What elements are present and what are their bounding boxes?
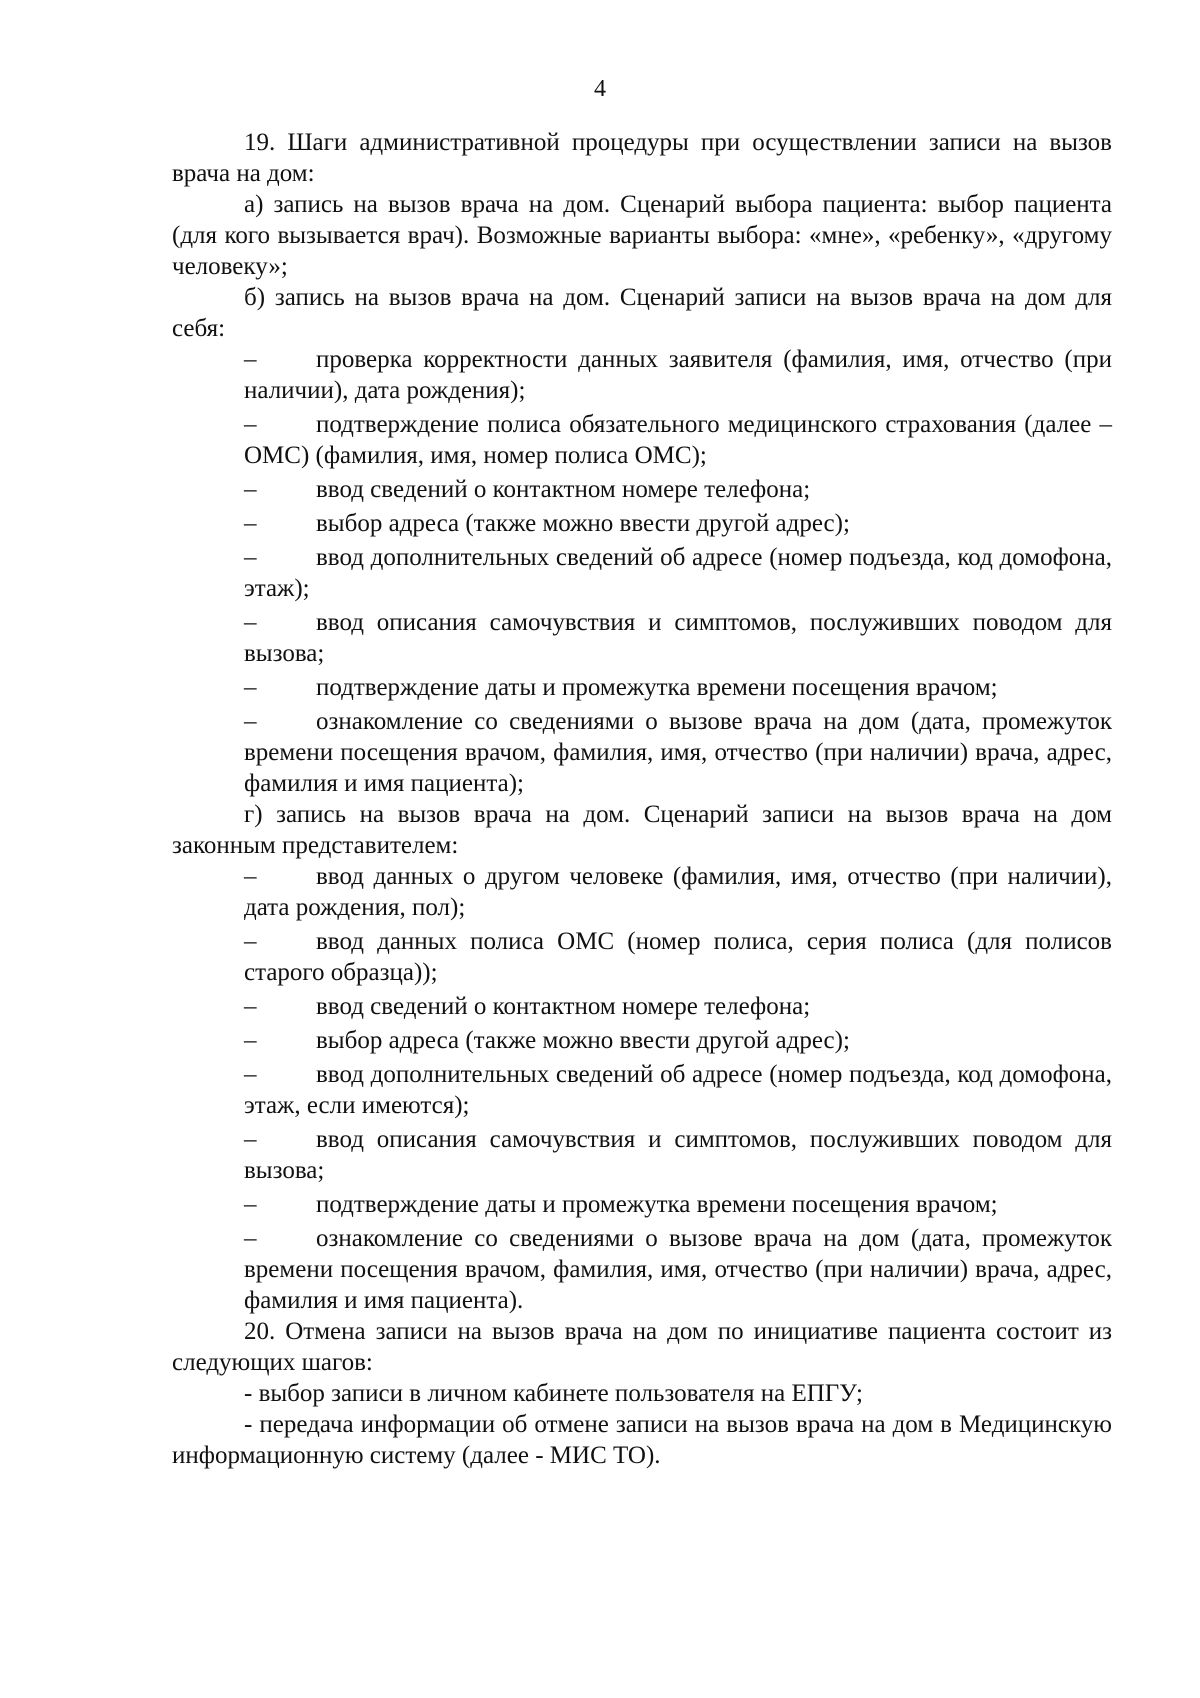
list-item-text: ознакомление со сведениями о вызове врача на дом (дата, промежуток времени посещения врачом, фамилия, имя, отчество (при наличии) врача, адрес, фамилия и имя пациента); [244,708,1112,797]
list-item-text: ввод дополнительных сведений об адресе (номер подъезда, код домофона, этаж); [244,544,1112,602]
item-b-steps-list [172,344,1112,799]
section-20-step: - передача информации об отмене записи на вызов врача на дом в Медицинскую информационную систему (далее - МИС ТО). [172,1411,1112,1469]
dash-marker: – [244,544,257,571]
list-item-text: выбор адреса (также можно ввести другой адрес); [316,510,850,537]
dash-marker: – [244,1126,257,1153]
list-item [244,1223,1112,1316]
dash-marker: – [244,609,257,636]
list-item [244,991,1112,1022]
dash-marker: – [244,1191,257,1218]
list-item [244,706,1112,799]
section-19-intro: 19. Шаги административной процедуры при осуществлении записи на вызов врача на дом: [172,129,1112,187]
dash-marker: – [244,928,257,955]
list-item [244,926,1112,988]
list-item [244,1124,1112,1186]
dash-marker: – [244,346,257,373]
list-item-text: ввод описания самочувствия и симптомов, послуживших поводом для вызова; [244,1126,1112,1184]
list-item [244,344,1112,406]
item-b-paragraph: б) запись на вызов врача на дом. Сценарий записи на вызов врача на дом для себя: [172,284,1112,342]
list-item-text: ввод сведений о контактном номере телефона; [316,993,811,1020]
dash-marker: – [244,708,257,735]
list-item-text: ввод данных полиса ОМС (номер полиса, серия полиса (для полисов старого образца)); [244,928,1112,986]
list-item-text: проверка корректности данных заявителя (фамилия, имя, отчество (при наличии), дата рождения); [244,346,1112,404]
list-item-text: подтверждение полиса обязательного медицинского страхования (далее – ОМС) (фамилия, имя, номер полиса ОМС); [244,411,1112,469]
list-item [244,542,1112,604]
list-item-text: выбор адреса (также можно ввести другой адрес); [316,1027,850,1054]
list-item-text: ввод данных о другом человеке (фамилия, имя, отчество (при наличии), дата рождения, пол); [244,863,1112,921]
dash-marker: – [244,863,257,890]
dash-marker: – [244,1061,257,1088]
item-g-steps-list [172,861,1112,1316]
list-item-text: ввод сведений о контактном номере телефона; [316,476,811,503]
list-item-text: ознакомление со сведениями о вызове врача на дом (дата, промежуток времени посещения врачом, фамилия, имя, отчество (при наличии) врача, адрес, фамилия и имя пациента). [244,1225,1112,1314]
list-item [244,1025,1112,1056]
list-item [244,409,1112,471]
section-20-intro: 20. Отмена записи на вызов врача на дом по инициативе пациента состоит из следующих шагов: [172,1318,1112,1376]
list-item-text: ввод дополнительных сведений об адресе (номер подъезда, код домофона, этаж, если имеются); [244,1061,1112,1119]
list-item [244,508,1112,539]
list-item [244,1189,1112,1220]
dash-marker: – [244,1027,257,1054]
item-g-paragraph: г) запись на вызов врача на дом. Сценарий записи на вызов врача на дом законным представителем: [172,801,1112,859]
list-item-text: подтверждение даты и промежутка времени посещения врачом; [316,674,998,701]
list-item-text: подтверждение даты и промежутка времени посещения врачом; [316,1191,998,1218]
dash-marker: – [244,411,257,438]
page-number: 4 [594,76,606,102]
list-item [244,1059,1112,1121]
list-item [244,861,1112,923]
document-body [172,127,1112,1471]
list-item-text: ввод описания самочувствия и симптомов, послуживших поводом для вызова; [244,609,1112,667]
item-a-paragraph: а) запись на вызов врача на дом. Сценарий выбора пациента: выбор пациента (для кого вызывается врач). Возможные варианты выбора: «мне», «ребенку», «другому человеку»; [172,191,1112,280]
dash-marker: – [244,1225,257,1252]
dash-marker: – [244,674,257,701]
dash-marker: – [244,510,257,537]
dash-marker: – [244,476,257,503]
list-item [244,607,1112,669]
list-item [244,672,1112,703]
dash-marker: – [244,993,257,1020]
list-item [244,474,1112,505]
section-20-step: - выбор записи в личном кабинете пользователя на ЕПГУ; [244,1380,863,1407]
